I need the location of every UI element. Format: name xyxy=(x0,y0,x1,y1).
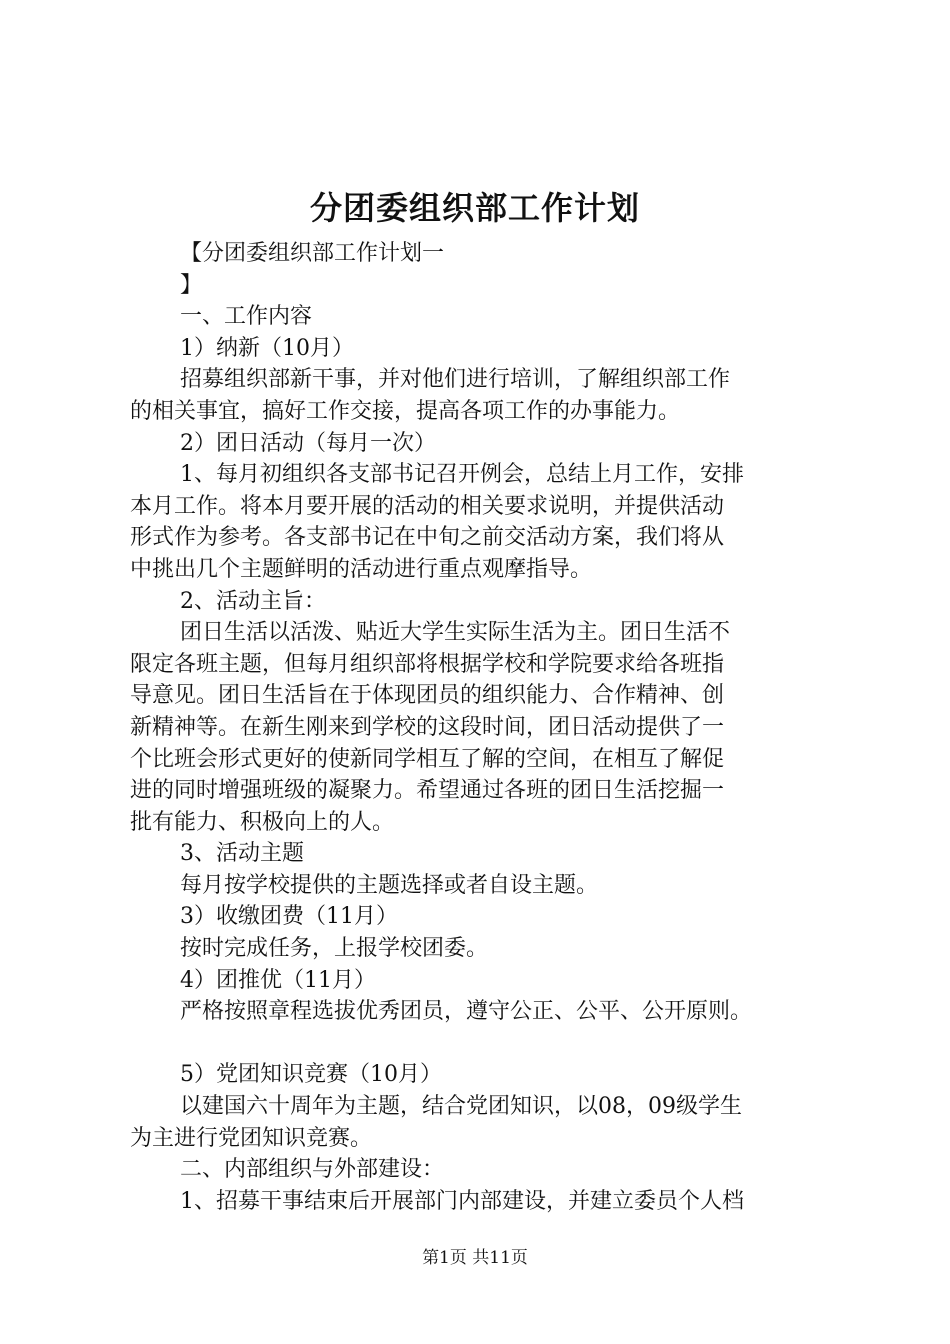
body-line: 个比班会形式更好的使新同学相互了解的空间，在相互了解促 xyxy=(130,746,725,772)
body-line: 以建国六十周年为主题，结合党团知识，以08，09级学生 xyxy=(180,1094,742,1120)
blank-line xyxy=(130,1028,840,1060)
body-line: 5）党团知识竞赛（10月） xyxy=(180,1062,442,1088)
body-line: 形式作为参考。各支部书记在中旬之前交活动方案，我们将从 xyxy=(130,525,725,551)
body-line: 1、招募干事结束后开展部门内部建设，并建立委员个人档 xyxy=(180,1188,744,1214)
body-line: 2）团日活动（每月一次） xyxy=(180,430,436,456)
body-line: 一、工作内容 xyxy=(180,304,313,330)
document-body xyxy=(130,238,840,1217)
body-line: 【分团委组织部工作计划一 xyxy=(180,241,445,266)
body-line: 中挑出几个主题鲜明的活动进行重点观摩指导。 xyxy=(130,556,593,582)
body-line: 4）团推优（11月） xyxy=(180,967,376,993)
body-line: 批有能力、积极向上的人。 xyxy=(130,809,395,835)
body-line: 进的同时增强班级的凝聚力。希望通过各班的团日生活挖掘一 xyxy=(130,778,725,804)
body-line: 导意见。团日生活旨在于体现团员的组织能力、合作精神、创 xyxy=(130,683,725,709)
body-line: 1）纳新（10月） xyxy=(180,335,354,361)
body-line: 二、内部组织与外部建设： xyxy=(180,1157,445,1183)
body-line: 1、每月初组织各支部书记召开例会，总结上月工作，安排 xyxy=(180,462,744,488)
body-line: 每月按学校提供的主题选择或者自设主题。 xyxy=(180,872,599,898)
body-line: 的相关事宜，搞好工作交接，提高各项工作的办事能力。 xyxy=(130,398,681,424)
body-line: 限定各班主题，但每月组织部将根据学校和学院要求给各班指 xyxy=(130,651,725,677)
body-line: 为主进行党团知识竞赛。 xyxy=(130,1125,373,1151)
body-line: 】 xyxy=(180,272,203,298)
body-line: 3）收缴团费（11月） xyxy=(180,904,398,930)
body-line: 严格按照章程选拔优秀团员，遵守公正、公平、公开原则。 xyxy=(180,999,753,1025)
body-line: 2、活动主旨： xyxy=(180,588,326,614)
body-line: 3、活动主题 xyxy=(180,841,304,867)
body-line: 招募组织部新干事，并对他们进行培训，了解组织部工作 xyxy=(180,367,731,393)
body-line: 本月工作。将本月要开展的活动的相关要求说明，并提供活动 xyxy=(130,493,725,519)
body-line: 新精神等。在新生刚来到学校的这段时间，团日活动提供了一 xyxy=(130,714,725,740)
page-footer: 第1页 共11页 xyxy=(422,1248,528,1268)
body-line: 按时完成任务，上报学校团委。 xyxy=(180,936,489,962)
body-line: 团日生活以活泼、贴近大学生实际生活为主。团日生活不 xyxy=(180,620,731,646)
document-title: 分团委组织部工作计划 xyxy=(309,189,640,227)
